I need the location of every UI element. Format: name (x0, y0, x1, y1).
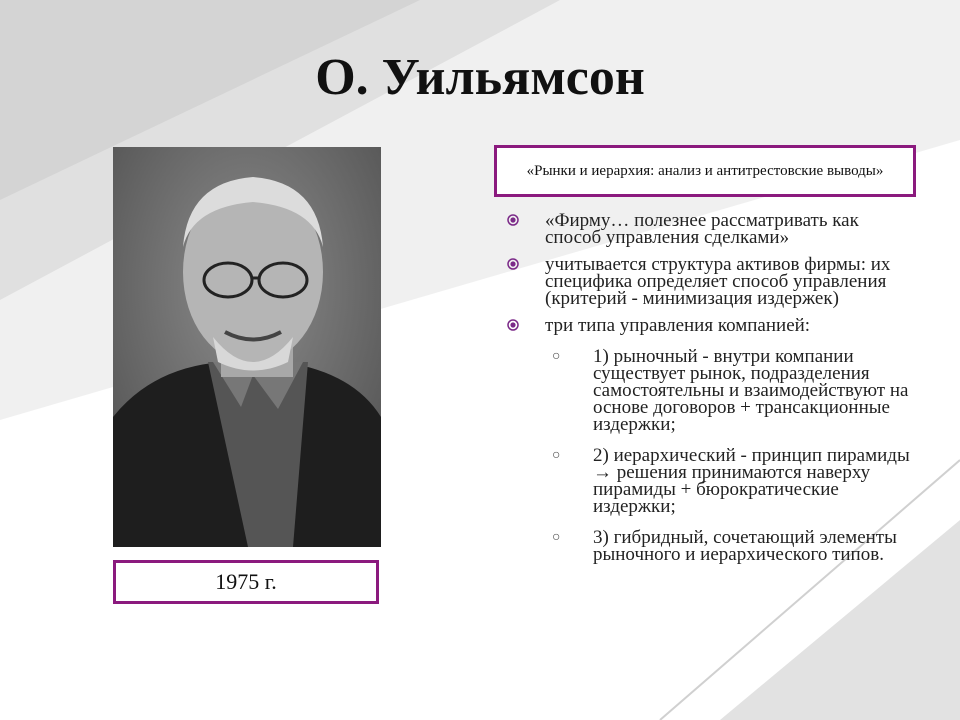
year-caption-box (113, 560, 379, 604)
sub-bullet-item (505, 529, 915, 563)
sub-bullet-circle-icon: ○ (552, 530, 561, 545)
book-title-box (494, 145, 916, 197)
bullet-item (505, 256, 915, 307)
sub-bullet-text: 1) рыночный - внутри компании существует рынок, подразделения самостоятельны и взаимодействуют на основе договоров + трансакционные издержки; (593, 346, 909, 435)
bullet-text: «Фирму… полезнее рассматривать как способ управления сделками» (545, 210, 859, 248)
bullet-circle-icon (507, 214, 519, 226)
bullet-circle-icon (507, 258, 519, 270)
sub-bullet-item (505, 447, 915, 515)
bullet-item (505, 317, 915, 334)
sub-bullet-item (505, 348, 915, 433)
bullet-text: три типа управления компанией: (545, 315, 811, 336)
sub-bullet-circle-icon: ○ (552, 349, 561, 364)
sub-bullet-text: 3) гибридный, сочетающий элементы рыночного и иерархического типов. (593, 527, 897, 565)
bullet-text: учитывается структура активов фирмы: их специфика определяет способ управления (критерий - минимизация издержек) (545, 254, 891, 309)
portrait-photo (113, 147, 381, 547)
slide-title: О. Уильямсон (315, 49, 645, 106)
book-title: «Рынки и иерархия: анализ и антитрестовские выводы» (526, 163, 884, 179)
sub-bullet-text: 2) иерархический - принцип пирамиды → решения принимаются наверху пирамиды + бюрократические издержки; (593, 445, 910, 517)
bullet-list (505, 212, 915, 577)
year-caption: 1975 г. (215, 569, 277, 594)
bullet-item (505, 212, 915, 246)
bullet-circle-icon (507, 319, 519, 331)
sub-bullet-circle-icon: ○ (552, 448, 561, 463)
